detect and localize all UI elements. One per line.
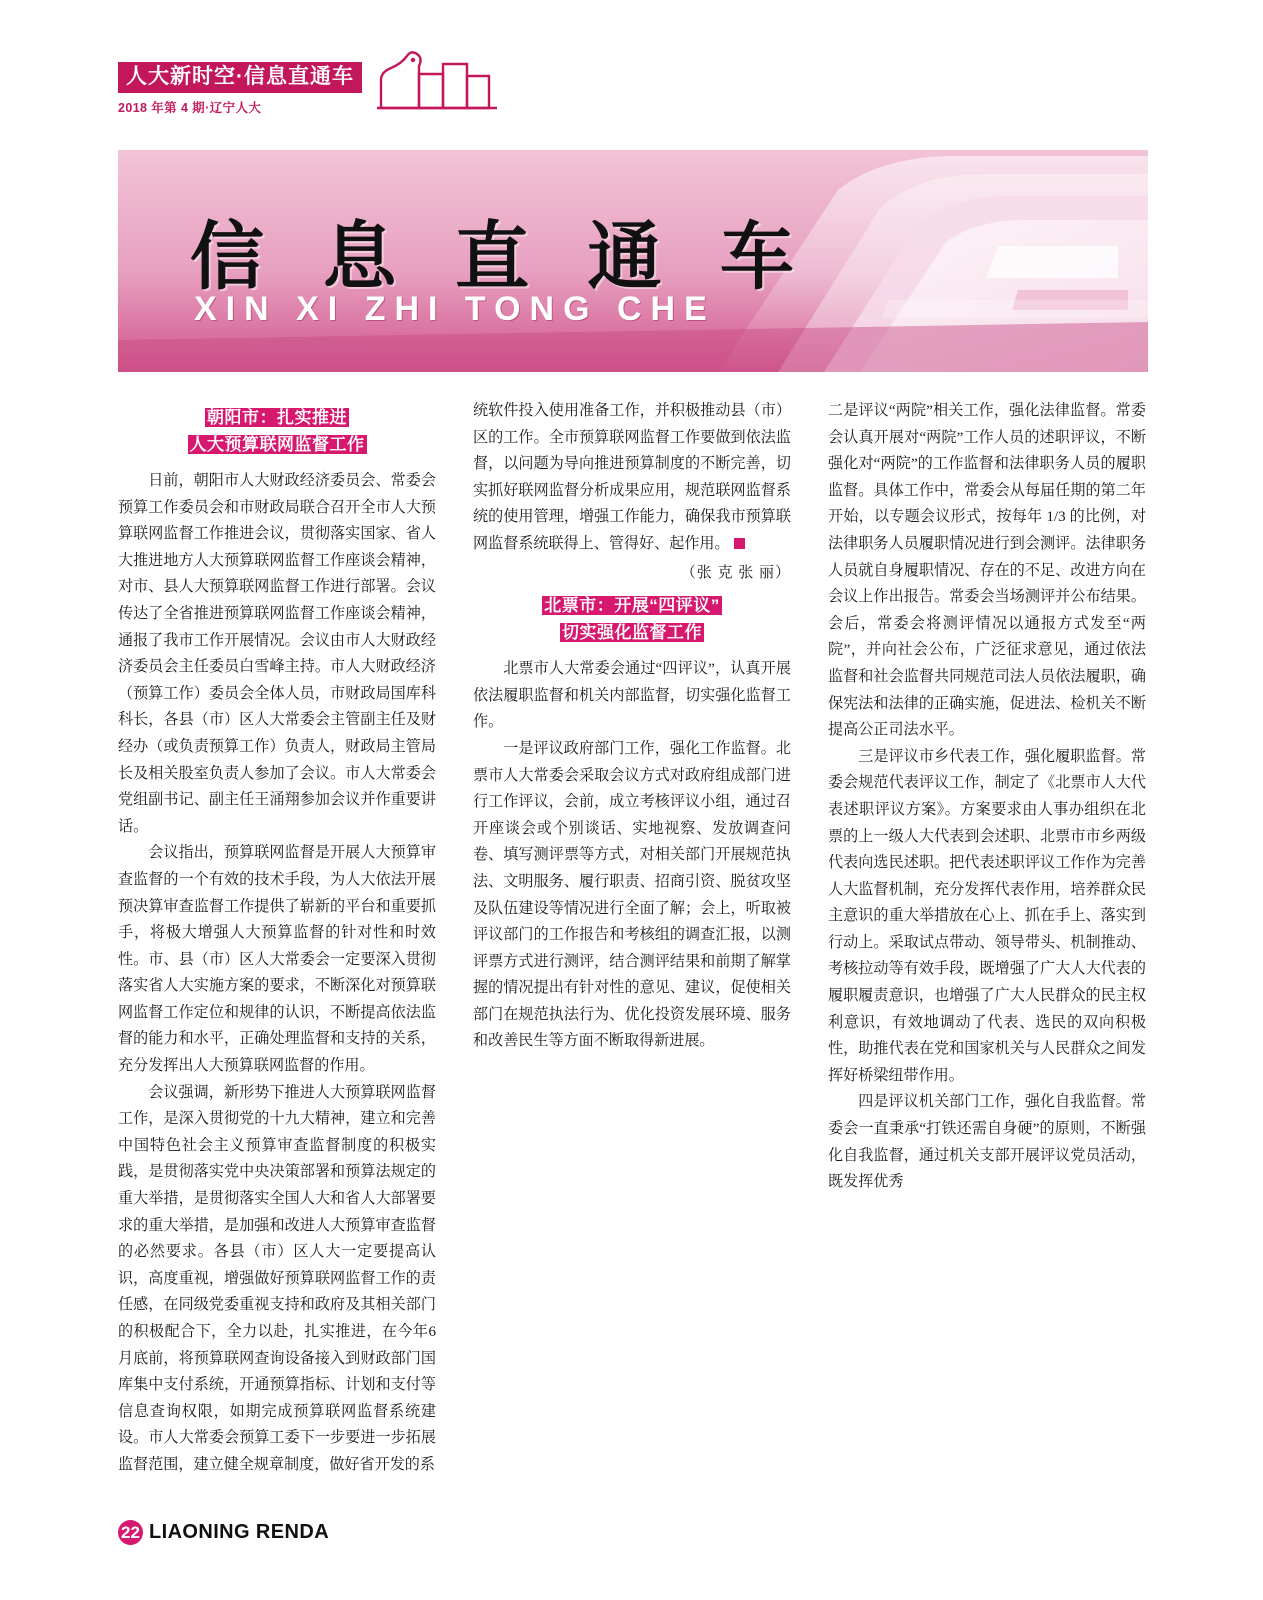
column-2 <box>473 398 791 1488</box>
paragraph: 会议指出，预算联网监督是开展人大预算审查监督的一个有效的技术手段，为人大依法开展预决算审查监督工作提供了崭新的平台和重要抓手，将极大增强人大预算监督的针对性和时效性。市、县（市）区人大常委会一定要深入贯彻落实省人大实施方案的要求，不断深化对预算联网监督工作定位和规律的认识，不断提高依法监督的能力和水平，正确处理监督和支持的关系，充分发挥出人大预算联网监督的作用。 <box>118 845 436 1075</box>
paragraph-continued: 二是评议“两院”相关工作，强化法律监督。常委会认真开展对“两院”工作人员的述职评议，不断强化对“两院”的工作监督和法律职务人员的履职监督。具体工作中，常委会从每届任期的第二年开始，以专题会议形式，按每年 1/3 的比例，对法律职务人员履职情况进行到会测评。法律职务人员就自身履职情况、存在的不足、改进方向在会议上作出报告。常委会当场测评并公布结果。会后，常委会将测评情况以通报方式发至“两院”，并向社会公布，广泛征求意见，通过依法监督和社会监督共同规范司法人员依法履职，确保宪法和法律的正确实施，促进法、检机关不断提高公正司法水平。 <box>828 403 1146 739</box>
banner-title: 信 息 直 通 车 <box>190 217 814 299</box>
article-heading-line1: 北票市：开展“四评议” <box>544 596 720 616</box>
article-heading-line2: 切实强化监督工作 <box>562 623 702 643</box>
article-columns <box>118 398 1148 1488</box>
publication-name: LIAONING RENDA <box>149 1521 330 1543</box>
paragraph: 三是评议市乡代表工作，强化履职监督。常委会规范代表评议工作，制定了《北票市人大代表述职评议方案》。方案要求由人事办组织在北票的上一级人大代表到会述职、北票市市乡两级代表向选民述职。把代表述职评议工作作为完善人大监督机制，充分发挥代表作用，培养群众民主意识的重大举措放在心上、抓在手上、落实到行动上。采取试点带动、领导带头、机制推动、考核拉动等有效手段，既增强了广大人大代表的履职履责意识，也增强了广大人民群众的民主权利意识，有效地调动了代表、选民的双向积极性，助推代表在党和国家机关与人民群众之间发挥好桥梁纽带作用。 <box>828 748 1146 1084</box>
column-1 <box>118 398 436 1488</box>
article-heading-beipiao <box>473 592 791 646</box>
page-number: 22 <box>118 1520 143 1545</box>
paragraph: 日前，朝阳市人大财政经济委员会、常委会预算工作委员会和市财政局联合召开全市人大预算联网监督工作推进会议，贯彻落实国家、省人大推进地方人大预算联网监督工作座谈会精神，对市、县人大预算联网监督工作进行部署。会议传达了全省推进预算联网监督工作座谈会精神，通报了我市工作开展情况。会议由市人大财政经济委员会主任委员白雪峰主持。市人大财政经济（预算工作）委员会全体人员，市财政局国库科科长，各县（市）区人大常委会主管副主任及财经办（或负责预算工作）负责人，财政局主管局长及相关股室负责人参加了会议。市人大常委会党组副书记、副主任王涌翔参加会议并作重要讲话。 <box>118 473 436 835</box>
paragraph-continued <box>473 398 791 558</box>
banner-pinyin: XIN XI ZHI TONG CHE <box>194 290 716 328</box>
end-of-article-mark <box>734 538 745 549</box>
article-heading-line2: 人大预算联网监督工作 <box>189 435 365 454</box>
train-logo-icon <box>373 50 513 120</box>
paragraph: 会议强调，新形势下推进人大预算联网监督工作，是深入贯彻党的十九大精神，建立和完善中国特色社会主义预算审查监督制度的积极实践，是贯彻落实党中央决策部署和预算法规定的重大举措，是贯彻落实全国人大和省人大部署要求的重大举措，是加强和改进人大预算审查监督的必然要求。各县（市）区人大一定要提高认识，高度重视，增强做好预算联网监督工作的责任感，在同级党委重视支持和政府及其相关部门的积极配合下，全力以赴，扎实推进，在今年6月底前，将预算联网查询设备接入到财政部门国库集中支付系统，开通预算指标、计划和支付等信息查询权限，如期完成预算联网监督系统建设。市人大常委会预算工委下一步要进一步拓展监督范围，建立健全规章制度，做好省开发的系 <box>118 1084 436 1473</box>
masthead-issue: 2018 年第 4 期·辽宁人大 <box>118 101 262 116</box>
paragraph: 北票市人大常委会通过“四评议”，认真开展依法履职监督和机关内部监督，切实强化监督工作。 <box>473 661 791 731</box>
article-heading-chaoyang <box>118 404 436 458</box>
page-banner <box>118 150 1148 372</box>
paragraph: 四是评议机关部门工作，强化自我监督。常委会一直秉承“打铁还需自身硬”的原则，不断强化自我监督，通过机关支部开展评议党员活动，既发挥优秀 <box>828 1094 1146 1191</box>
masthead <box>118 62 518 142</box>
column-3 <box>828 398 1146 1488</box>
page-footer <box>118 1520 329 1545</box>
paragraph: 一是评议政府部门工作，强化工作监督。北票市人大常委会采取会议方式对政府组成部门进行工作评议，会前，成立考核评议小组，通过召开座谈会或个别谈话、实地视察、发放调查问卷、填写测评票等方式，对相关部门开展规范执法、文明服务、履行职责、招商引资、脱贫攻坚及队伍建设等情况进行全面了解；会上，听取被评议部门的工作报告和考核组的调查汇报，以测评票方式进行测评，结合测评结果和前期了解掌握的情况提出有针对性的意见、建议，促使相关部门在规范执法行为、优化投资发展环境、服务和改善民生等方面不断取得新进展。 <box>473 740 791 1050</box>
article-byline: （张 克 张 丽） <box>680 564 791 581</box>
article-heading-line1: 朝阳市：扎实推进 <box>207 408 347 427</box>
masthead-title: 人大新时空·信息直通车 <box>118 62 362 93</box>
paragraph-continued-text: 统软件投入使用准备工作，并积极推动县（市）区的工作。全市预算联网监督工作要做到依法监督，以问题为导向推进预算制度的不断完善，切实抓好联网监督分析成果应用，规范联网监督系统的使用管理，增强工作能力，确保我市预算联网监督系统联得上、管得好、起作用。 <box>473 403 791 552</box>
